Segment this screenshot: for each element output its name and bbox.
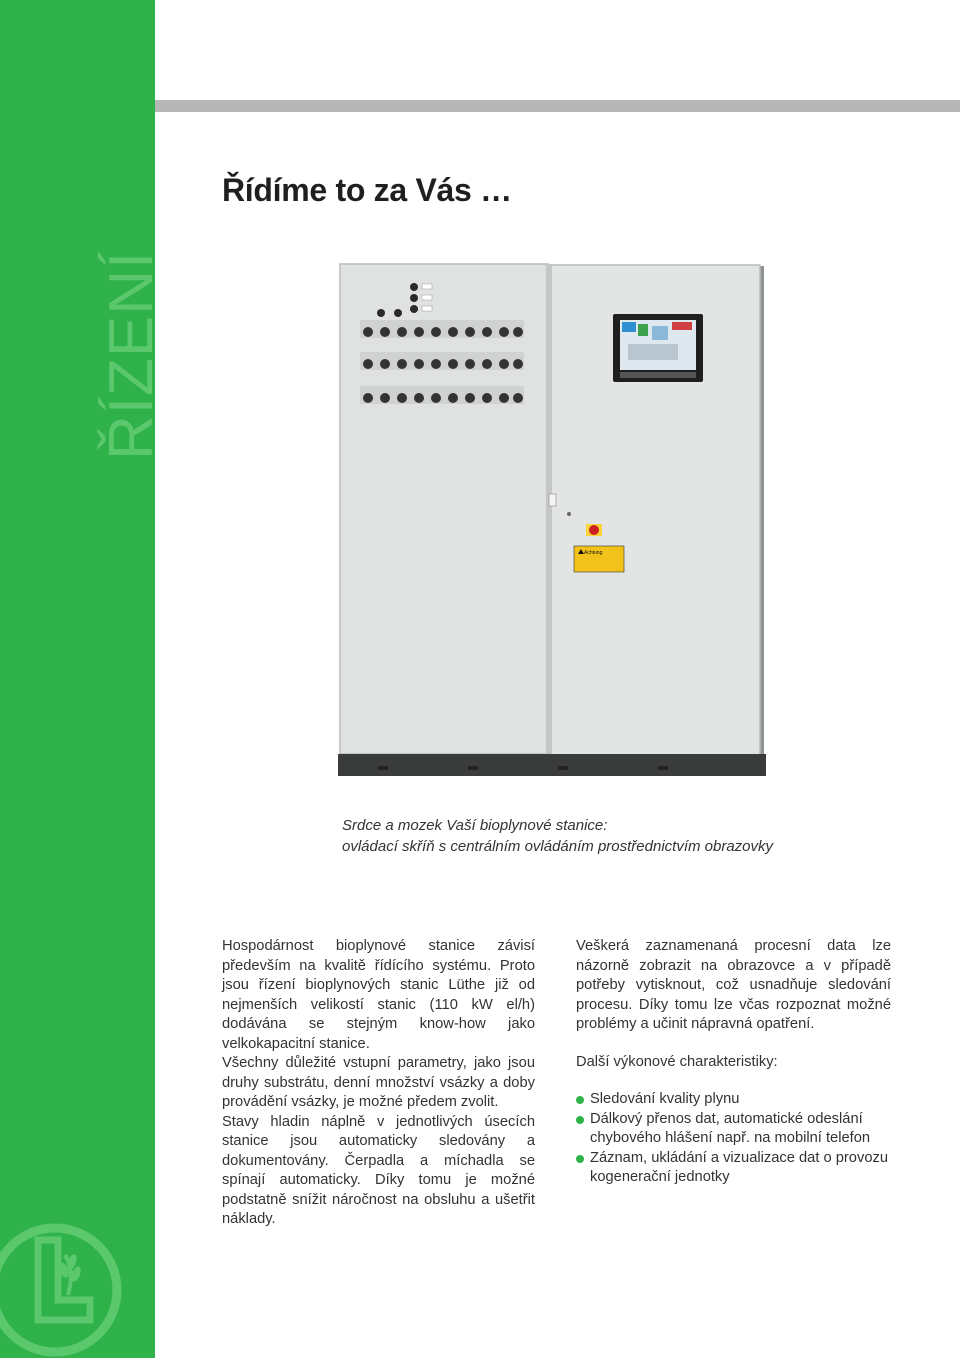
right-paragraph-1: Veškerá zaznamenaná procesní data lze názorně zobrazit na obrazovce a v případě potřeby vytisknout, což usnadňuje sledování procesu. Díky tomu lze včas rozpoznat možné problémy a učinit nápravná opatření. <box>576 938 891 1032</box>
control-cabinet-photo <box>338 262 768 780</box>
left-paragraph-2: Všechny důležité vstupní parametry, jako jsou druhy substrátu, denní množství vsázky a doby provádění vsázky, je možné předem zvolit. <box>222 1055 535 1110</box>
features-heading: Další výkonové charakteristiky: <box>576 1053 778 1070</box>
left-text-column <box>222 937 535 1230</box>
list-item: Dálkový přenos dat, automatické odeslání chybového hlášení např. na mobilní telefon <box>576 1110 891 1149</box>
photo-caption <box>342 815 773 857</box>
page-headline: Řídíme to za Vás … <box>222 172 512 208</box>
caption-line-2: ovládací skříň s centrálním ovládáním prostřednictvím obrazovky <box>342 838 774 855</box>
top-divider-bar <box>155 100 960 112</box>
luthe-logo-icon <box>0 1200 130 1370</box>
warning-label-text: Achtung <box>584 550 603 556</box>
features-list <box>576 1090 891 1188</box>
list-item: Sledování kvality plynu <box>576 1090 891 1110</box>
left-paragraph-3: Stavy hladin náplně v jednotlivých úsecích stanice jsou automaticky sledovány a dokumentovány. Čerpadla a míchadla se spínají automaticky. Díky tomu je možné podstatně snížit náročnost na obsluhu a ušetřit náklady. <box>222 1113 535 1227</box>
right-text-column <box>576 937 891 1188</box>
list-item: Záznam, ukládání a vizualizace dat o provozu kogenerační jednotky <box>576 1149 891 1188</box>
green-sidebar <box>0 0 166 1358</box>
caption-line-1: Srdce a mozek Vaší bioplynové stanice: <box>342 817 608 834</box>
left-paragraph-1: Hospodárnost bioplynové stanice závisí především na kvalitě řídícího systému. Proto jsou řízení bioplynových stanic Lüthe již od nejmenších velikostí stanic (110 kW el/h) dodávána se stejným know-how jako velkokapacitní stanice. <box>222 938 535 1052</box>
section-title-vertical <box>97 250 166 460</box>
section-title-text: ŘÍZENÍ <box>97 250 166 460</box>
